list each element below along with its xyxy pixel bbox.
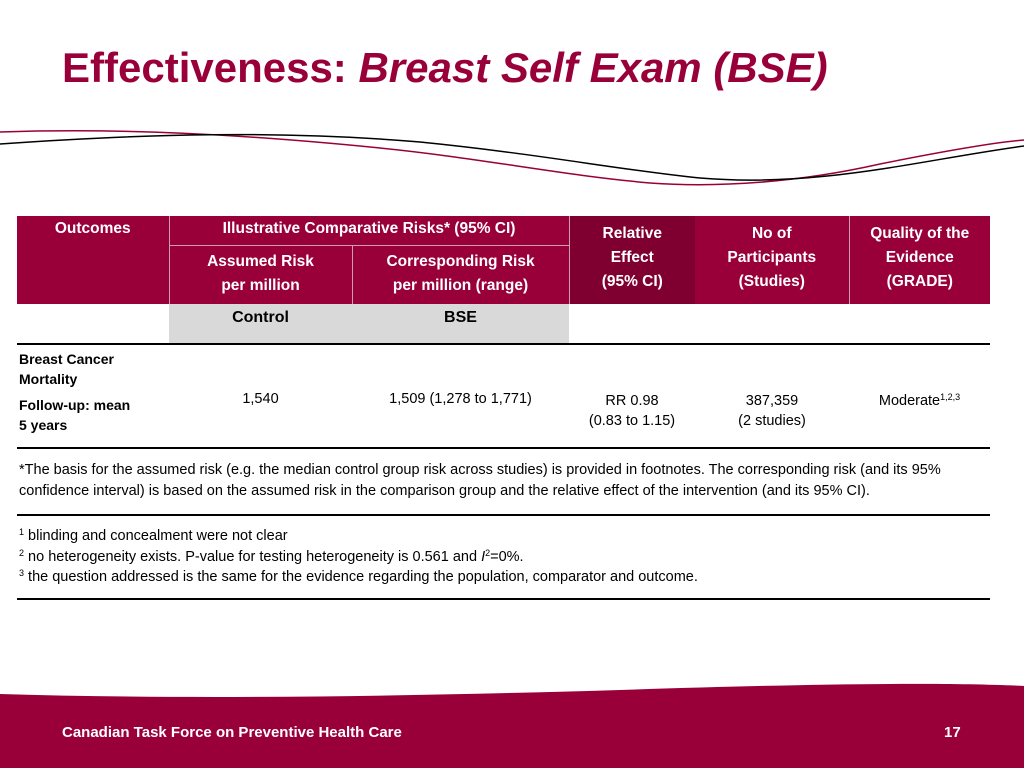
outcome-cell: Breast Cancer Mortality Follow-up: mean 5 years [19, 351, 131, 433]
header-corresponding-risk: Corresponding Risk per million (range) [352, 245, 569, 304]
table-row-arms [17, 304, 990, 344]
control-label: Control [169, 304, 352, 344]
header-assumed-risk: Assumed Risk per million [169, 245, 352, 304]
corresponding-risk-value: 1,509 (1,278 to 1,771) [389, 391, 532, 407]
footnote-1: $^1$ blinding and concealment were not clear [19, 527, 288, 544]
participants-value: 387,359 (2 studies) [738, 393, 806, 429]
quality-footnote-refs: 1,2,3 [940, 392, 961, 402]
bse-label: BSE [352, 304, 569, 344]
header-outcomes: Outcomes [17, 216, 169, 304]
footnote-2: $^2$ no heterogeneity exists. P-value for testing heterogeneity is 0.561 and $I^2=0\%$. [19, 547, 524, 565]
header-relative-effect: Relative Effect (95% CI) [569, 216, 695, 304]
header-participants: No of Participants (Studies) [695, 216, 849, 304]
footnotes [17, 515, 990, 599]
table-row [17, 344, 990, 448]
assumed-risk-value: 1,540 [242, 391, 279, 407]
slide-title [62, 44, 828, 92]
footer-organization: Canadian Task Force on Preventive Health Care [62, 724, 402, 741]
assumed-risk-note: *The basis for the assumed risk (e.g. the median control group risk across studies) is provided in footnotes. The corresponding risk (and its 95% confidence interval) is based on the assumed risk in the comparison group and the relative effect of the intervention (and its 95% CI). [19, 462, 941, 499]
title-italic: Breast Self Exam (BSE) [358, 44, 828, 91]
decorative-wave-lines [0, 120, 1024, 200]
relative-effect-value: RR 0.98 (0.83 to 1.15) [588, 393, 676, 429]
table-footnotes-row [17, 515, 990, 599]
quality-value: Moderate$^{1,2,3}$ [878, 392, 961, 409]
table-header-row [17, 216, 990, 245]
footnote-3: $^3$ the question addressed is the same for the evidence regarding the population, comparator and outcome. [19, 568, 698, 585]
header-comparative-risks: Illustrative Comparative Risks* (95% CI) [169, 216, 569, 245]
evidence-table [17, 216, 990, 600]
slide-number: 17 [944, 724, 961, 741]
header-quality: Quality of the Evidence (GRADE) [849, 216, 990, 304]
title-prefix: Effectiveness: [62, 44, 347, 91]
table-note-row [17, 448, 990, 515]
